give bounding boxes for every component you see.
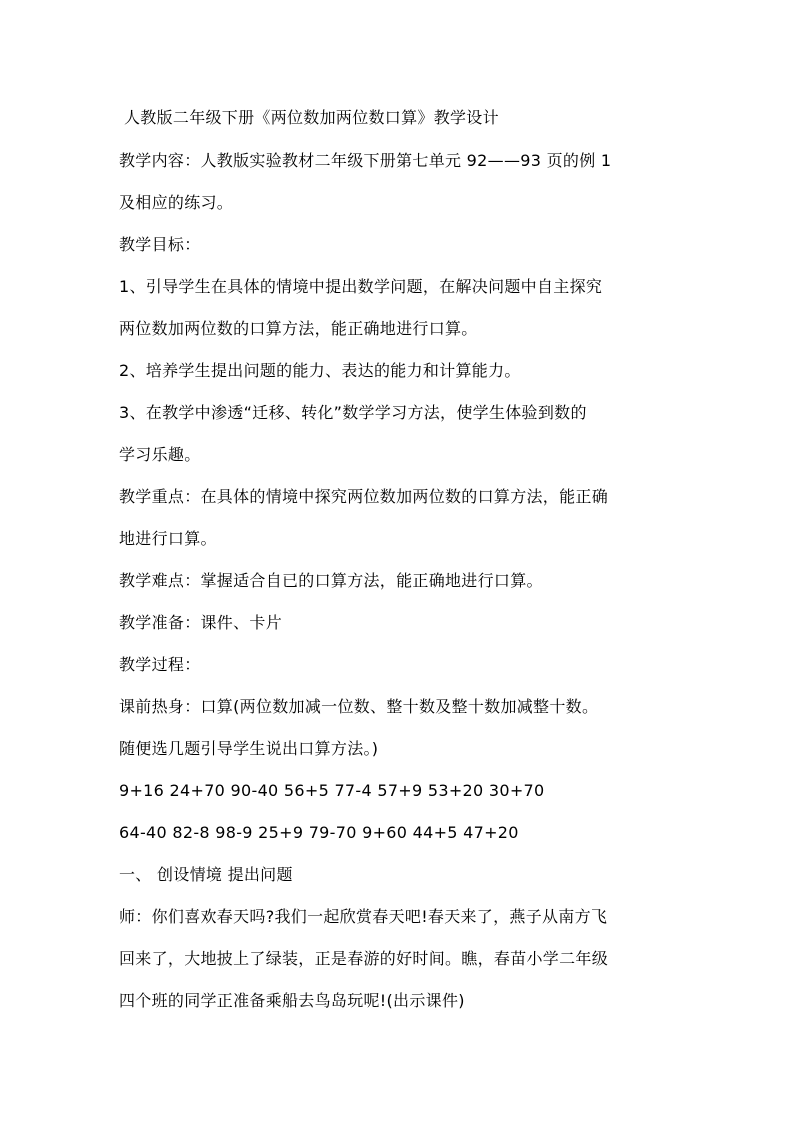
objective-2: 2、培养学生提出问题的能力、表达的能力和计算能力。 (119, 361, 521, 380)
teaching-content-line-1: 教学内容：人教版实验教材二年级下册第七单元 92——93 页的例 1 (119, 151, 612, 170)
warmup-line-2: 随便选几题引导学生说出口算方法。) (119, 739, 379, 758)
key-point-line-1: 教学重点：在具体的情境中探究两位数加两位数的口算方法，能正确 (119, 487, 609, 506)
exercises-row-2: 64-40 82-8 98-9 25+9 79-70 9+60 44+5 47+20 (119, 823, 519, 842)
preparation: 教学准备：课件、卡片 (119, 613, 283, 632)
objective-3-line-1: 3、在教学中渗透“迁移、转化”数学学习方法，使学生体验到数的 (119, 403, 587, 422)
key-point-line-2: 地进行口算。 (119, 529, 217, 548)
teaching-content-line-2: 及相应的练习。 (119, 193, 234, 212)
objective-1-line-2: 两位数加两位数的口算方法，能正确地进行口算。 (119, 319, 478, 338)
teacher-line-1: 师：你们喜欢春天吗?我们一起欣赏春天吧!春天来了，燕子从南方飞 (119, 907, 608, 926)
difficulty: 教学难点：掌握适合自已的口算方法，能正确地进行口算。 (119, 571, 543, 590)
process-label: 教学过程： (119, 655, 201, 674)
exercises-row-1: 9+16 24+70 90-40 56+5 77-4 57+9 53+20 30+70 (119, 781, 545, 800)
document-title: 人教版二年级下册《两位数加两位数口算》教学设计 (124, 108, 499, 127)
section-1-heading: 一、 创设情境 提出问题 (119, 865, 293, 884)
teacher-line-3: 四个班的同学正准备乘船去鸟岛玩呢!(出示课件) (119, 991, 465, 1010)
objective-3-line-2: 学习乐趣。 (119, 445, 201, 464)
objective-1-line-1: 1、引导学生在具体的情境中提出数学问题，在解决问题中自主探究 (119, 277, 603, 296)
objectives-label: 教学目标： (119, 235, 201, 254)
teacher-line-2: 回来了，大地披上了绿装，正是春游的好时间。瞧，春苗小学二年级 (119, 949, 609, 968)
warmup-line-1: 课前热身：口算(两位数加减一位数、整十数及整十数加减整十数。 (119, 697, 599, 716)
